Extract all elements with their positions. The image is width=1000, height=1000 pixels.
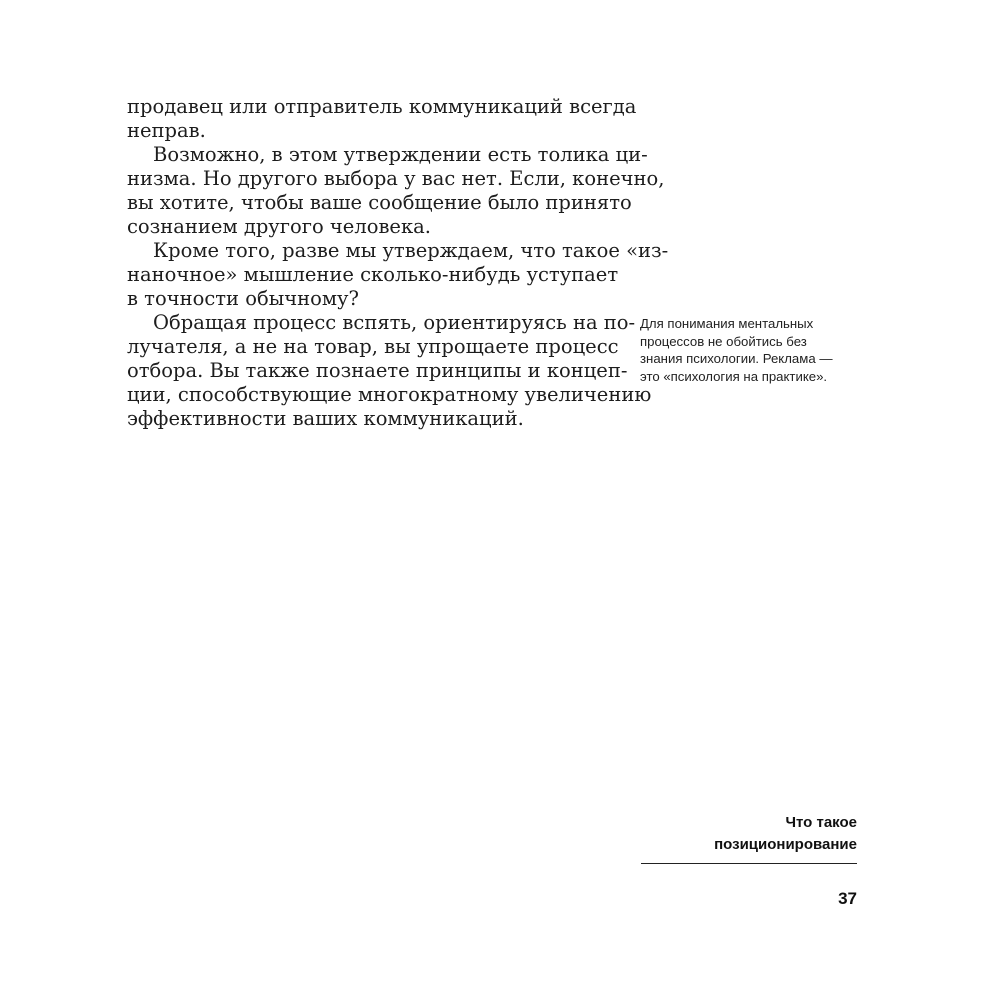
page-number: 37 [838,889,857,908]
body-line: Обращая процесс вспять, ориентируясь на по- [153,311,636,334]
margin-note [640,315,855,385]
section-title-line: позиционирование [714,836,857,853]
margin-note-line: знания психологии. Реклама — [640,351,833,366]
body-line: Возможно, в этом утверждении есть толика ци- [153,143,648,166]
main-body-text [127,95,669,431]
margin-note-line: процессов не обойтись без [640,333,807,349]
body-line: вы хотите, чтобы ваше сообщение было принято [127,191,632,214]
body-line: отбора. Вы также познаете принципы и концеп- [127,359,628,382]
section-title-line: Что такое [785,814,857,831]
body-line: неправ. [127,119,206,142]
body-line: продавец или отправитель коммуникаций всегда [127,95,637,118]
body-line: ции, способствующие многократному увеличению [127,383,652,406]
body-line: наночное» мышление сколько-нибудь уступает [127,263,619,286]
body-line: в точности обычному? [127,287,359,310]
body-line: Кроме того, разве мы утверждаем, что такое «из- [153,239,669,262]
body-line: низма. Но другого выбора у вас нет. Если, конечно, [127,167,665,190]
margin-note-line: это «психология на практике». [640,368,828,384]
margin-note-line: Для понимания ментальных [640,316,814,331]
body-line: лучателя, а не на товар, вы упрощаете процесс [127,335,619,358]
body-line: эффективности ваших коммуникаций. [127,407,524,430]
footer-divider [641,863,857,864]
running-footer-section-title [714,812,857,856]
body-line: сознанием другого человека. [127,215,431,238]
